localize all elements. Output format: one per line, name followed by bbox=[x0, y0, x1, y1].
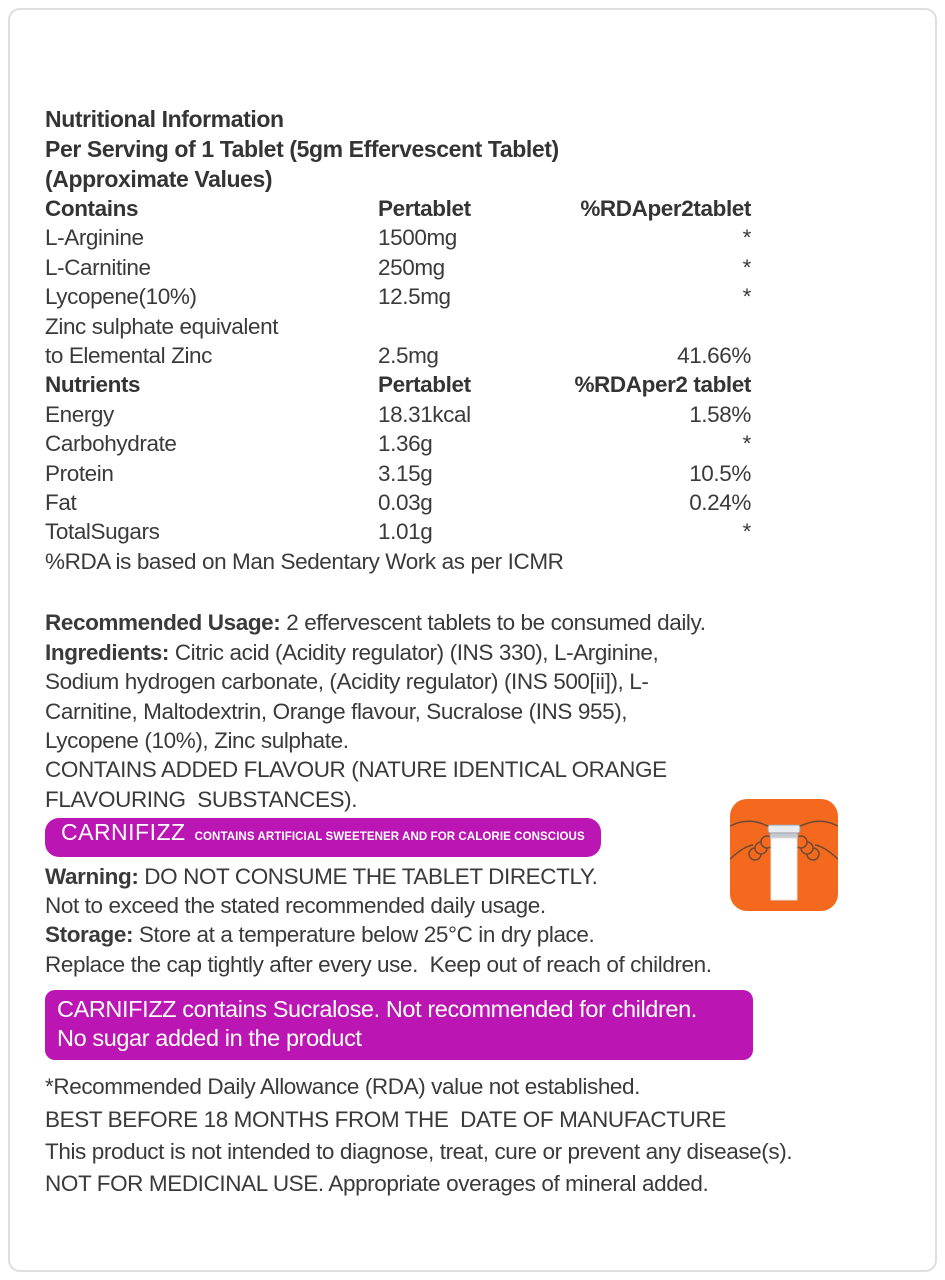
rda-cell: * bbox=[742, 254, 751, 280]
nutrient-name-cell: L-Carnitine bbox=[45, 254, 151, 280]
best-before-line: BEST BEFORE 18 MONTHS FROM THE DATE OF MANUFACTURE bbox=[45, 1106, 726, 1132]
per-tablet-cell bbox=[378, 312, 574, 341]
warning-text: DO NOT CONSUME THE TABLET DIRECTLY. bbox=[138, 863, 598, 889]
nutrient-name-cell: TotalSugars bbox=[45, 519, 160, 545]
sucralose-banner-line: No sugar added in the product bbox=[57, 1025, 362, 1052]
rda-not-established-line: *Recommended Daily Allowance (RDA) value not established. bbox=[45, 1074, 641, 1100]
added-flavour-line: FLAVOURING SUBSTANCES). bbox=[45, 786, 358, 812]
ingredients-line: Sodium hydrogen carbonate, (Acidity regulator) (INS 500[ii]), L- bbox=[45, 669, 649, 695]
sucralose-warning-banner bbox=[45, 990, 753, 1060]
ingredients-text: Citric acid (Acidity regulator) (INS 330), L-Arginine, bbox=[168, 639, 659, 665]
storage-line bbox=[45, 920, 907, 949]
not-medicinal-line: NOT FOR MEDICINAL USE. Appropriate overages of mineral added. bbox=[45, 1171, 709, 1197]
recommended-usage-line bbox=[45, 608, 907, 637]
per-tablet-cell: 2.5mg bbox=[378, 343, 439, 369]
disclaimer-line: This product is not intended to diagnose, treat, cure or prevent any disease(s). bbox=[45, 1138, 793, 1164]
column-header-rda: %RDAper2tablet bbox=[580, 196, 751, 221]
nutrient-name-cell: Protein bbox=[45, 460, 114, 486]
nutrients-table bbox=[45, 370, 751, 546]
nutrient-name-cell: to Elemental Zinc bbox=[45, 343, 213, 369]
per-tablet-cell: 1500mg bbox=[378, 225, 457, 251]
warning-label: Warning: bbox=[45, 863, 139, 889]
nutrient-name-cell: L-Arginine bbox=[45, 225, 144, 251]
per-tablet-cell: 250mg bbox=[378, 254, 445, 280]
rda-cell: * bbox=[742, 431, 751, 457]
rda-cell: * bbox=[742, 225, 751, 251]
footer-notes bbox=[45, 1071, 907, 1201]
per-tablet-cell: 1.01g bbox=[378, 519, 433, 545]
column-header-contains: Contains bbox=[45, 196, 139, 221]
rda-cell: 0.24% bbox=[689, 490, 751, 516]
recommended-usage-text: 2 effervescent tablets to be consumed daily. bbox=[280, 610, 706, 636]
brand-badge-note: CONTAINS ARTIFICIAL SWEETENER AND FOR CALORIE CONSCIOUS bbox=[194, 831, 585, 844]
hands-opening-tablet-tube-icon bbox=[730, 799, 838, 911]
nutrient-name-cell: Zinc sulphate equivalent bbox=[45, 313, 279, 339]
nutrient-name-cell: Fat bbox=[45, 490, 77, 516]
ingredients-line: Lycopene (10%), Zinc sulphate. bbox=[45, 727, 349, 753]
added-flavour-line: CONTAINS ADDED FLAVOUR (NATURE IDENTICAL ORANGE bbox=[45, 757, 667, 783]
usage-icon-container bbox=[730, 799, 838, 911]
column-header-pertablet: Pertablet bbox=[378, 196, 471, 221]
storage-line: Replace the cap tightly after every use. Keep out of reach of children. bbox=[45, 951, 712, 977]
column-header-pertablet: Pertablet bbox=[378, 372, 471, 398]
rda-cell: 41.66% bbox=[677, 343, 751, 369]
per-tablet-cell: 12.5mg bbox=[378, 284, 451, 310]
per-tablet-cell: 18.31kcal bbox=[378, 401, 471, 427]
nutrient-name-cell: Lycopene(10%) bbox=[45, 284, 197, 310]
column-header-rda: %RDAper2 tablet bbox=[574, 372, 751, 398]
column-header-nutrients: Nutrients bbox=[45, 372, 141, 398]
page-title: Nutritional Information bbox=[45, 106, 284, 132]
brand-name: CARNIFIZZ bbox=[61, 819, 186, 846]
contains-table bbox=[45, 194, 751, 370]
rda-cell: 1.58% bbox=[689, 401, 751, 427]
approximate-values-line: (Approximate Values) bbox=[45, 166, 273, 192]
label-content bbox=[45, 104, 907, 1201]
brand-badge bbox=[45, 818, 601, 856]
rda-cell: * bbox=[742, 519, 751, 545]
per-tablet-cell: 0.03g bbox=[378, 490, 433, 516]
rda-cell: * bbox=[742, 284, 751, 310]
rda-footnote: %RDA is based on Man Sedentary Work as per ICMR bbox=[45, 548, 564, 574]
nutrient-name-cell: Energy bbox=[45, 401, 114, 427]
rda-cell: 10.5% bbox=[689, 460, 751, 486]
serving-size-line: Per Serving of 1 Tablet (5gm Effervescent Tablet) bbox=[45, 136, 559, 162]
per-tablet-cell: 1.36g bbox=[378, 431, 433, 457]
storage-label: Storage: bbox=[45, 922, 134, 948]
nutrient-name-cell: Carbohydrate bbox=[45, 431, 177, 457]
warning-line: Not to exceed the stated recommended daily usage. bbox=[45, 892, 546, 918]
storage-text: Store at a temperature below 25°C in dry place. bbox=[133, 922, 595, 948]
title-block bbox=[45, 104, 907, 194]
per-tablet-cell: 3.15g bbox=[378, 460, 433, 486]
ingredients-block bbox=[45, 638, 907, 756]
recommended-usage-label: Recommended Usage: bbox=[45, 610, 281, 636]
sucralose-banner-line: CARNIFIZZ contains Sucralose. Not recommended for children. bbox=[57, 996, 697, 1023]
rda-cell bbox=[574, 312, 751, 341]
ingredients-line bbox=[45, 638, 907, 667]
ingredients-label: Ingredients: bbox=[45, 639, 169, 665]
ingredients-line: Carnitine, Maltodextrin, Orange flavour, Sucralose (INS 955), bbox=[45, 698, 628, 724]
